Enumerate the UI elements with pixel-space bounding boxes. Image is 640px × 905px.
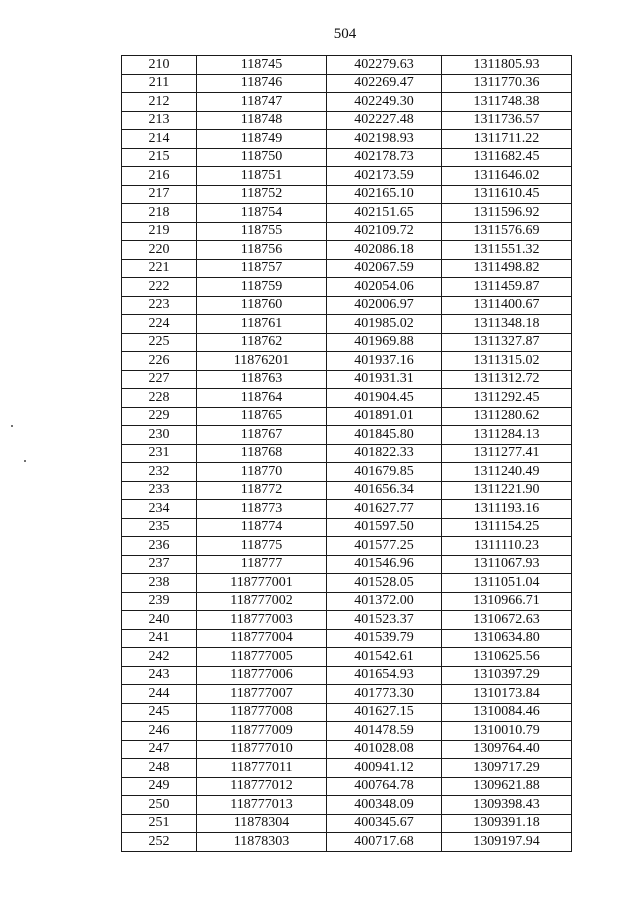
point-id-cell: 118767 (197, 426, 327, 445)
table-row (122, 241, 572, 260)
x-coordinate-cell: 402151.65 (327, 204, 442, 223)
y-coordinate-cell: 1309764.40 (442, 740, 572, 759)
point-id-cell: 118777001 (197, 574, 327, 593)
x-coordinate-cell: 401627.77 (327, 500, 442, 519)
point-id-cell: 118777012 (197, 777, 327, 796)
point-id-cell: 118765 (197, 407, 327, 426)
y-coordinate-cell: 1311193.16 (442, 500, 572, 519)
row-number-cell: 235 (122, 518, 197, 537)
table-row (122, 574, 572, 593)
point-id-cell: 118752 (197, 185, 327, 204)
point-id-cell: 118764 (197, 389, 327, 408)
page-number: 504 (333, 26, 357, 42)
point-id-cell: 118747 (197, 93, 327, 112)
x-coordinate-cell: 402198.93 (327, 130, 442, 149)
table-row (122, 333, 572, 352)
table-row (122, 130, 572, 149)
table-row (122, 537, 572, 556)
y-coordinate-cell: 1310010.79 (442, 722, 572, 741)
x-coordinate-cell: 402178.73 (327, 148, 442, 167)
point-id-cell: 118754 (197, 204, 327, 223)
point-id-cell: 118777003 (197, 611, 327, 630)
y-coordinate-cell: 1311240.49 (442, 463, 572, 482)
point-id-cell: 118761 (197, 315, 327, 334)
x-coordinate-cell: 401597.50 (327, 518, 442, 537)
table-row (122, 315, 572, 334)
x-coordinate-cell: 401523.37 (327, 611, 442, 630)
y-coordinate-cell: 1311748.38 (442, 93, 572, 112)
row-number-cell: 215 (122, 148, 197, 167)
y-coordinate-cell: 1311596.92 (442, 204, 572, 223)
y-coordinate-cell: 1311154.25 (442, 518, 572, 537)
x-coordinate-cell: 401654.93 (327, 666, 442, 685)
table-row (122, 500, 572, 519)
point-id-cell: 118746 (197, 74, 327, 93)
x-coordinate-cell: 402006.97 (327, 296, 442, 315)
table-row (122, 185, 572, 204)
point-id-cell: 118756 (197, 241, 327, 260)
row-number-cell: 246 (122, 722, 197, 741)
table-row (122, 592, 572, 611)
table-row (122, 222, 572, 241)
x-coordinate-cell: 401822.33 (327, 444, 442, 463)
table-row (122, 463, 572, 482)
row-number-cell: 234 (122, 500, 197, 519)
x-coordinate-cell: 402086.18 (327, 241, 442, 260)
y-coordinate-cell: 1311327.87 (442, 333, 572, 352)
table-row (122, 296, 572, 315)
x-coordinate-cell: 401539.79 (327, 629, 442, 648)
row-number-cell: 252 (122, 833, 197, 852)
point-id-cell: 118749 (197, 130, 327, 149)
y-coordinate-cell: 1311770.36 (442, 74, 572, 93)
point-id-cell: 118777009 (197, 722, 327, 741)
table-row (122, 389, 572, 408)
x-coordinate-cell: 402279.63 (327, 56, 442, 75)
x-coordinate-cell: 400941.12 (327, 759, 442, 778)
row-number-cell: 219 (122, 222, 197, 241)
table-row (122, 722, 572, 741)
y-coordinate-cell: 1311805.93 (442, 56, 572, 75)
scan-speck (24, 460, 26, 462)
table-row (122, 167, 572, 186)
row-number-cell: 229 (122, 407, 197, 426)
table-row (122, 555, 572, 574)
row-number-cell: 211 (122, 74, 197, 93)
x-coordinate-cell: 401937.16 (327, 352, 442, 371)
row-number-cell: 216 (122, 167, 197, 186)
table-row (122, 74, 572, 93)
y-coordinate-cell: 1311277.41 (442, 444, 572, 463)
y-coordinate-cell: 1311348.18 (442, 315, 572, 334)
point-id-cell: 118770 (197, 463, 327, 482)
x-coordinate-cell: 400345.67 (327, 814, 442, 833)
y-coordinate-cell: 1310084.46 (442, 703, 572, 722)
x-coordinate-cell: 402249.30 (327, 93, 442, 112)
row-number-cell: 225 (122, 333, 197, 352)
y-coordinate-cell: 1310397.29 (442, 666, 572, 685)
y-coordinate-cell: 1311459.87 (442, 278, 572, 297)
table-row (122, 407, 572, 426)
table-row (122, 648, 572, 667)
x-coordinate-cell: 401028.08 (327, 740, 442, 759)
x-coordinate-cell: 402054.06 (327, 278, 442, 297)
point-id-cell: 118773 (197, 500, 327, 519)
x-coordinate-cell: 401546.96 (327, 555, 442, 574)
x-coordinate-cell: 401679.85 (327, 463, 442, 482)
y-coordinate-cell: 1311551.32 (442, 241, 572, 260)
x-coordinate-cell: 401845.80 (327, 426, 442, 445)
table-row (122, 204, 572, 223)
x-coordinate-cell: 400764.78 (327, 777, 442, 796)
row-number-cell: 218 (122, 204, 197, 223)
coordinates-table-body (122, 56, 572, 852)
table-row (122, 814, 572, 833)
y-coordinate-cell: 1309197.94 (442, 833, 572, 852)
x-coordinate-cell: 401627.15 (327, 703, 442, 722)
point-id-cell: 11878304 (197, 814, 327, 833)
row-number-cell: 244 (122, 685, 197, 704)
x-coordinate-cell: 401542.61 (327, 648, 442, 667)
row-number-cell: 243 (122, 666, 197, 685)
point-id-cell: 118777 (197, 555, 327, 574)
y-coordinate-cell: 1311682.45 (442, 148, 572, 167)
row-number-cell: 212 (122, 93, 197, 112)
point-id-cell: 11876201 (197, 352, 327, 371)
y-coordinate-cell: 1310634.80 (442, 629, 572, 648)
y-coordinate-cell: 1311051.04 (442, 574, 572, 593)
y-coordinate-cell: 1311067.93 (442, 555, 572, 574)
row-number-cell: 217 (122, 185, 197, 204)
x-coordinate-cell: 400717.68 (327, 833, 442, 852)
y-coordinate-cell: 1311280.62 (442, 407, 572, 426)
row-number-cell: 233 (122, 481, 197, 500)
x-coordinate-cell: 401969.88 (327, 333, 442, 352)
y-coordinate-cell: 1310672.63 (442, 611, 572, 630)
x-coordinate-cell: 401372.00 (327, 592, 442, 611)
row-number-cell: 250 (122, 796, 197, 815)
table-row (122, 444, 572, 463)
table-row (122, 352, 572, 371)
table-row (122, 111, 572, 130)
point-id-cell: 118772 (197, 481, 327, 500)
y-coordinate-cell: 1309621.88 (442, 777, 572, 796)
y-coordinate-cell: 1309398.43 (442, 796, 572, 815)
x-coordinate-cell: 402173.59 (327, 167, 442, 186)
y-coordinate-cell: 1310966.71 (442, 592, 572, 611)
table-row (122, 759, 572, 778)
point-id-cell: 118777011 (197, 759, 327, 778)
point-id-cell: 118777013 (197, 796, 327, 815)
table-row (122, 426, 572, 445)
x-coordinate-cell: 402269.47 (327, 74, 442, 93)
row-number-cell: 213 (122, 111, 197, 130)
row-number-cell: 236 (122, 537, 197, 556)
table-row (122, 93, 572, 112)
table-row (122, 666, 572, 685)
row-number-cell: 223 (122, 296, 197, 315)
table-row (122, 481, 572, 500)
point-id-cell: 118777010 (197, 740, 327, 759)
row-number-cell: 240 (122, 611, 197, 630)
y-coordinate-cell: 1311312.72 (442, 370, 572, 389)
row-number-cell: 214 (122, 130, 197, 149)
row-number-cell: 224 (122, 315, 197, 334)
point-id-cell: 118777008 (197, 703, 327, 722)
point-id-cell: 118775 (197, 537, 327, 556)
point-id-cell: 118774 (197, 518, 327, 537)
y-coordinate-cell: 1311221.90 (442, 481, 572, 500)
scan-speck (11, 425, 13, 427)
table-row (122, 56, 572, 75)
table-row (122, 740, 572, 759)
point-id-cell: 118777002 (197, 592, 327, 611)
row-number-cell: 220 (122, 241, 197, 260)
y-coordinate-cell: 1311711.22 (442, 130, 572, 149)
x-coordinate-cell: 401931.31 (327, 370, 442, 389)
y-coordinate-cell: 1311576.69 (442, 222, 572, 241)
row-number-cell: 227 (122, 370, 197, 389)
x-coordinate-cell: 401528.05 (327, 574, 442, 593)
y-coordinate-cell: 1311610.45 (442, 185, 572, 204)
row-number-cell: 230 (122, 426, 197, 445)
row-number-cell: 226 (122, 352, 197, 371)
coordinates-table (121, 55, 572, 852)
point-id-cell: 118751 (197, 167, 327, 186)
point-id-cell: 118777006 (197, 666, 327, 685)
y-coordinate-cell: 1309717.29 (442, 759, 572, 778)
row-number-cell: 242 (122, 648, 197, 667)
y-coordinate-cell: 1310625.56 (442, 648, 572, 667)
point-id-cell: 118750 (197, 148, 327, 167)
table-row (122, 796, 572, 815)
table-row (122, 259, 572, 278)
table-row (122, 278, 572, 297)
x-coordinate-cell: 401656.34 (327, 481, 442, 500)
table-row (122, 685, 572, 704)
point-id-cell: 118777007 (197, 685, 327, 704)
y-coordinate-cell: 1311400.67 (442, 296, 572, 315)
x-coordinate-cell: 401577.25 (327, 537, 442, 556)
y-coordinate-cell: 1309391.18 (442, 814, 572, 833)
x-coordinate-cell: 401891.01 (327, 407, 442, 426)
y-coordinate-cell: 1311736.57 (442, 111, 572, 130)
point-id-cell: 118745 (197, 56, 327, 75)
point-id-cell: 118759 (197, 278, 327, 297)
point-id-cell: 118768 (197, 444, 327, 463)
y-coordinate-cell: 1311498.82 (442, 259, 572, 278)
row-number-cell: 222 (122, 278, 197, 297)
point-id-cell: 118777004 (197, 629, 327, 648)
point-id-cell: 118762 (197, 333, 327, 352)
point-id-cell: 118748 (197, 111, 327, 130)
row-number-cell: 251 (122, 814, 197, 833)
row-number-cell: 245 (122, 703, 197, 722)
table-row (122, 833, 572, 852)
x-coordinate-cell: 401478.59 (327, 722, 442, 741)
point-id-cell: 11878303 (197, 833, 327, 852)
row-number-cell: 232 (122, 463, 197, 482)
table-row (122, 148, 572, 167)
table-row (122, 703, 572, 722)
y-coordinate-cell: 1310173.84 (442, 685, 572, 704)
x-coordinate-cell: 402165.10 (327, 185, 442, 204)
point-id-cell: 118763 (197, 370, 327, 389)
x-coordinate-cell: 402067.59 (327, 259, 442, 278)
x-coordinate-cell: 401985.02 (327, 315, 442, 334)
table-row (122, 370, 572, 389)
row-number-cell: 241 (122, 629, 197, 648)
point-id-cell: 118757 (197, 259, 327, 278)
point-id-cell: 118755 (197, 222, 327, 241)
table-row (122, 629, 572, 648)
x-coordinate-cell: 401904.45 (327, 389, 442, 408)
x-coordinate-cell: 400348.09 (327, 796, 442, 815)
table-row (122, 777, 572, 796)
y-coordinate-cell: 1311110.23 (442, 537, 572, 556)
row-number-cell: 249 (122, 777, 197, 796)
row-number-cell: 210 (122, 56, 197, 75)
y-coordinate-cell: 1311284.13 (442, 426, 572, 445)
x-coordinate-cell: 402109.72 (327, 222, 442, 241)
point-id-cell: 118777005 (197, 648, 327, 667)
table-row (122, 518, 572, 537)
x-coordinate-cell: 402227.48 (327, 111, 442, 130)
y-coordinate-cell: 1311646.02 (442, 167, 572, 186)
y-coordinate-cell: 1311292.45 (442, 389, 572, 408)
x-coordinate-cell: 401773.30 (327, 685, 442, 704)
row-number-cell: 248 (122, 759, 197, 778)
row-number-cell: 237 (122, 555, 197, 574)
table-row (122, 611, 572, 630)
row-number-cell: 239 (122, 592, 197, 611)
y-coordinate-cell: 1311315.02 (442, 352, 572, 371)
row-number-cell: 247 (122, 740, 197, 759)
row-number-cell: 231 (122, 444, 197, 463)
point-id-cell: 118760 (197, 296, 327, 315)
row-number-cell: 228 (122, 389, 197, 408)
row-number-cell: 238 (122, 574, 197, 593)
row-number-cell: 221 (122, 259, 197, 278)
